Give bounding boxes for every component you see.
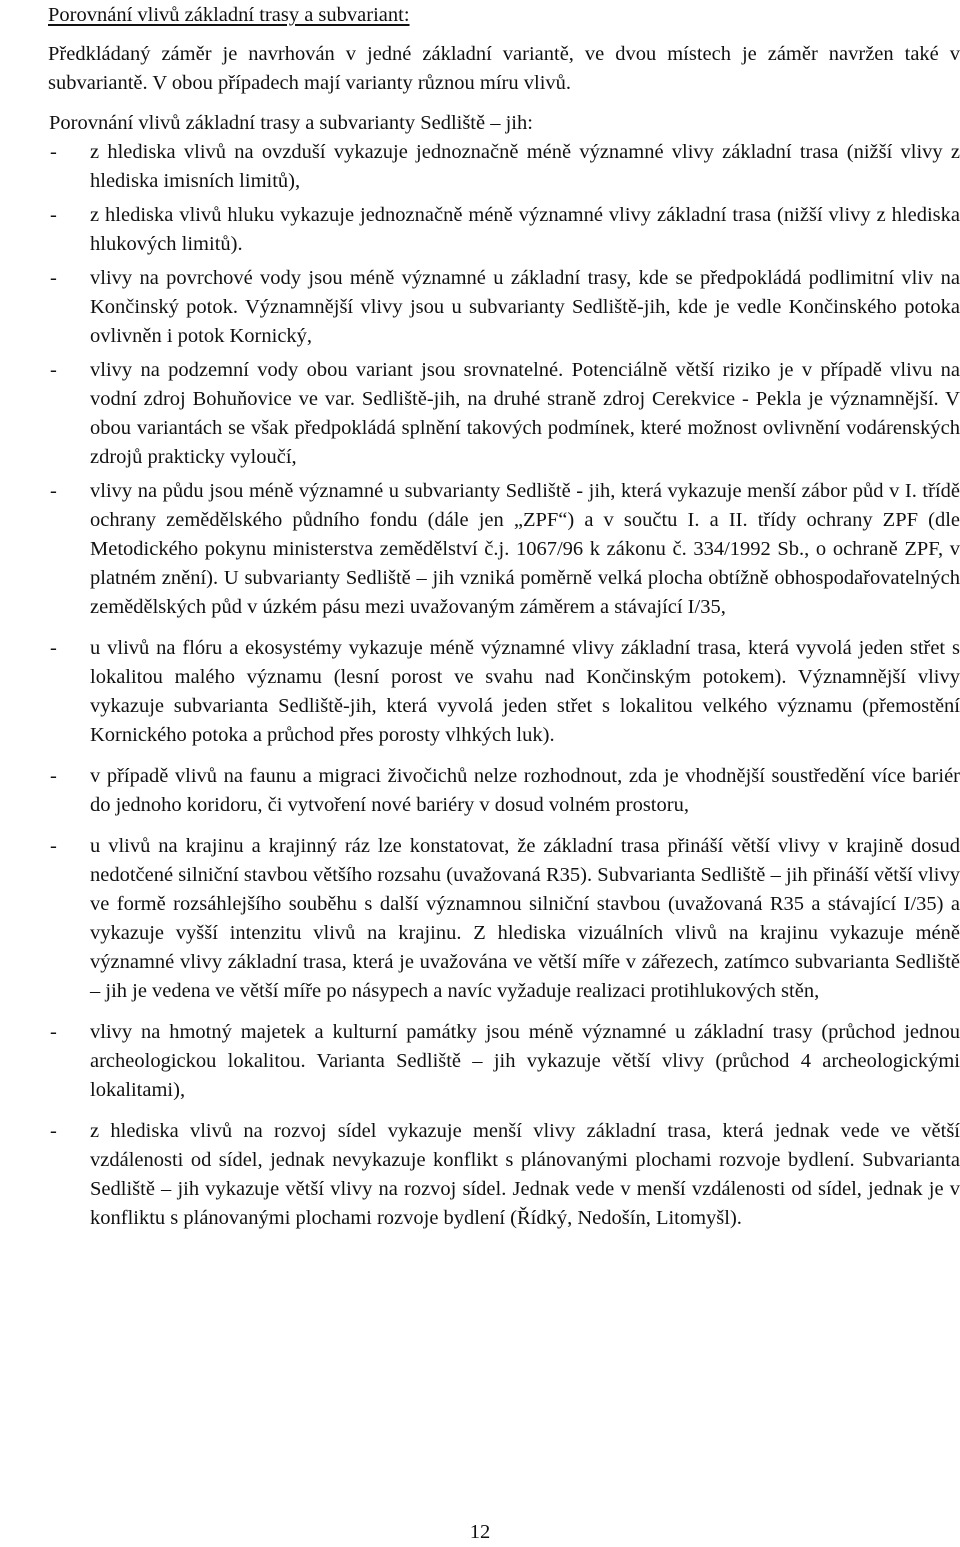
list-item-text: z hlediska vlivů na rozvoj sídel vykazuje menší vlivy základní trasa, která jednak vede ve větší vzdálenosti od sídel, jednak nevykazuje konflikt s plánovanými plochami rozvoje bydlení. Subvarianta Sedliště – jih vykazuje větší vlivy na rozvoj sídel. Jednak vede v menší vzdálenosti od sídel, jednak je v konfliktu s plánovanými plochami rozvoje bydlení (Řídký, Nedošín, Litomyšl). — [90, 1120, 960, 1229]
list-item-text: vlivy na půdu jsou méně významné u subvarianty Sedliště - jih, která vykazuje menší zábor půd v I. třídě ochrany zemědělského půdního fondu (dále jen „ZPF“) a v součtu I. a II. třídy ochrany ZPF (dle Metodického pokynu ministerstva zemědělství č.j. 1067/96 k zákonu č. 334/1992 Sb., o ochraně ZPF, v platném znění). U subvarianty Sedliště – jih vzniká poměrně velká plocha obtížně obhospodařovatelných zemědělských půd v úzkém pásu mezi uvažovaným záměrem a stávající I/35, — [90, 480, 960, 618]
list-item — [48, 477, 960, 622]
list-item-text: u vlivů na flóru a ekosystémy vykazuje méně významné vlivy základní trasa, která vyvolá jeden střet s lokalitou malého významu (lesní porost ve svahu nad Končinským potokem). Významnější vlivy vykazuje subvarianta Sedliště-jih, která vyvolá jeden střet s lokalitou velkého významu (přemostění Kornického potoka a průchod přes porosty vlhkých luk). — [90, 637, 960, 746]
list-item — [48, 264, 960, 351]
list-dash: - — [50, 1021, 57, 1043]
list-item-text: z hlediska vlivů na ovzduší vykazuje jednoznačně méně významné vlivy základní trasa (nižší vlivy z hlediska imisních limitů), — [90, 141, 960, 192]
list-item-text: vlivy na povrchové vody jsou méně významné u základní trasy, kde se předpokládá podlimitní vliv na Končinský potok. Významnější vlivy jsou u subvarianty Sedliště-jih, kde je vedle Končinského potoka ovlivněn i potok Kornický, — [90, 267, 960, 347]
list-dash: - — [50, 637, 57, 659]
list-dash: - — [50, 1120, 57, 1142]
list-item-text: vlivy na podzemní vody obou variant jsou srovnatelné. Potenciálně větší riziko je v případě vlivu na vodní zdroj Bohuňovice ve var. Sedliště-jih, na druhé straně zdroj Cerekvice - Pekla je významnější. V obou variantách se však předpokládá splnění takových podmínek, které možnost ovlivnění vodárenských zdrojů prakticky vyloučí, — [90, 359, 960, 468]
intro-paragraph: Předkládaný záměr je navrhován v jedné základní variantě, ve dvou místech je záměr navržen také v subvariantě. V obou případech mají varianty různou míru vlivů. — [48, 43, 960, 94]
list-item — [48, 762, 960, 820]
list-item — [48, 201, 960, 259]
list-dash: - — [50, 204, 57, 226]
page-number: 12 — [469, 1521, 491, 1543]
list-dash: - — [50, 267, 57, 289]
list-dash: - — [50, 765, 57, 787]
list-item — [48, 634, 960, 750]
list-item — [48, 832, 960, 1006]
document-page — [48, 0, 960, 1233]
list-item-text: v případě vlivů na faunu a migraci živočichů nelze rozhodnout, zda je vhodnější soustředění více bariér do jednoho koridoru, či vytvoření nové bariéry v dosud volném prostoru, — [90, 765, 960, 816]
comparison-subheading: Porovnání vlivů základní trasy a subvarianty Sedliště – jih: — [49, 112, 533, 134]
list-item-text: vlivy na hmotný majetek a kulturní památky jsou méně významné u základní trasy (průchod jednou archeologickou lokalitou. Varianta Sedliště – jih vykazuje větší vlivy (průchod 4 archeologickými lokalitami), — [90, 1021, 960, 1101]
section-heading: Porovnání vlivů základní trasy a subvariant: — [48, 4, 410, 26]
list-dash: - — [50, 835, 57, 857]
list-item-text: u vlivů na krajinu a krajinný ráz lze konstatovat, že základní trasa přináší větší vlivy v krajině dosud nedotčené silniční stavbou většího rozsahu (uvažovaná R35). Subvarianta Sedliště – jih přináší větší vlivy ve formě rozsáhlejšího souběhu s další významnou silniční stavbou (uvažovaná R35 a stávající I/35) a vykazuje vyšší intenzitu vlivů na krajinu. Z hlediska vizuálních vlivů na krajinu vykazuje méně významné vlivy základní trasa, která je uvažována ve větší míře v zářezech, zatímco subvarianta Sedliště – jih je vedena ve větší míře po násypech a navíc vyžaduje realizaci protihlukových stěn, — [90, 835, 960, 1002]
list-dash: - — [50, 480, 57, 502]
list-item — [48, 356, 960, 472]
list-dash: - — [50, 359, 57, 381]
impact-list — [48, 138, 960, 1233]
list-item — [48, 1117, 960, 1233]
list-item — [48, 138, 960, 196]
list-dash: - — [50, 141, 57, 163]
list-item-text: z hlediska vlivů hluku vykazuje jednoznačně méně významné vlivy základní trasa (nižší vlivy z hlediska hlukových limitů). — [90, 204, 960, 255]
list-item — [48, 1018, 960, 1105]
